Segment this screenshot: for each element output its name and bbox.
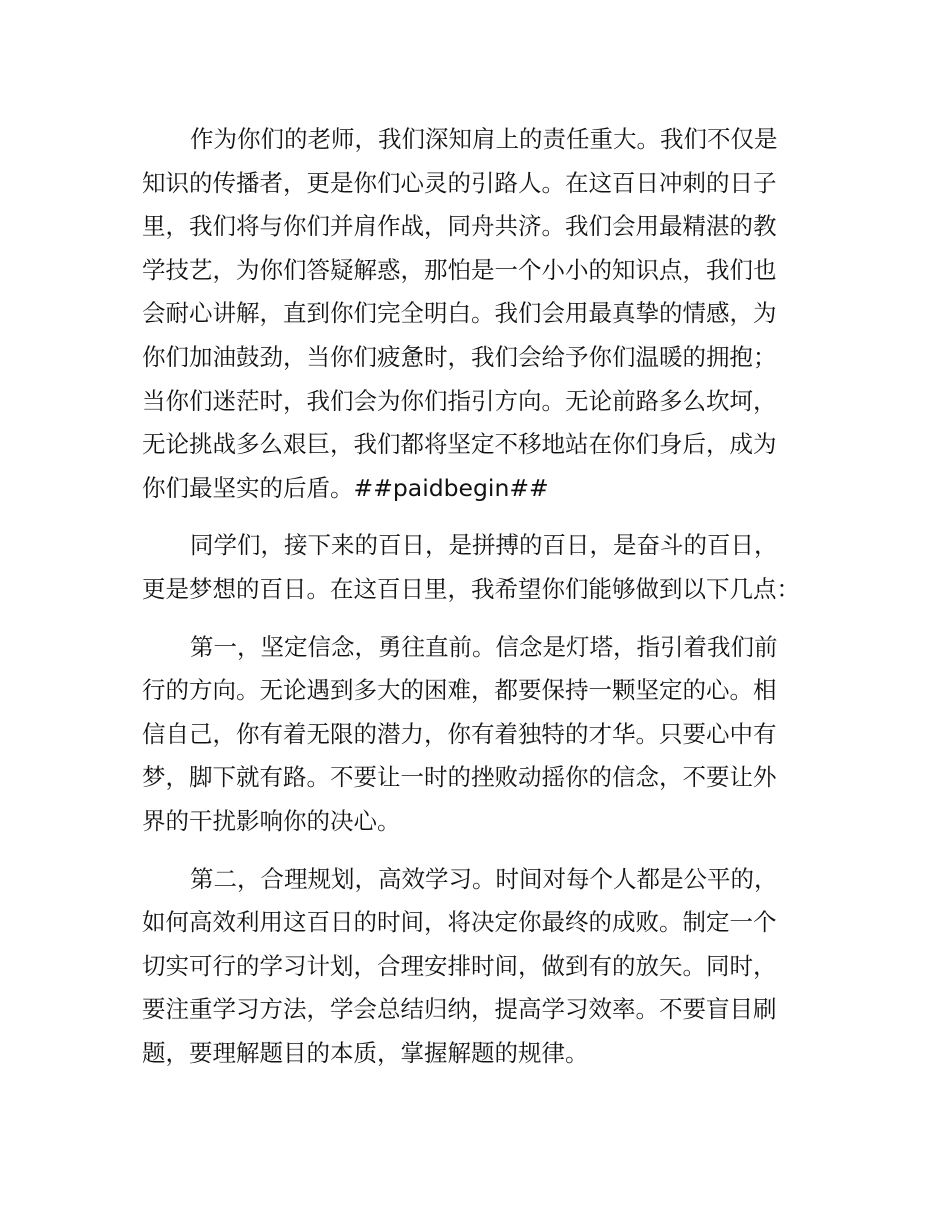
text-line: 如何高效利用这百日的时间，将决定你最终的成败。制定一个: [142, 908, 777, 937]
paragraph-hundred-days: [142, 524, 834, 611]
text-line: 第二，合理规划，高效学习。时间对每个人都是公平的，: [190, 864, 778, 893]
text-line: 你们最坚实的后盾。##paidbegin##: [142, 473, 549, 502]
text-line: 学技艺，为你们答疑解惑，那怕是一个小小的知识点，我们也: [142, 255, 777, 284]
text-line: 切实可行的学习计划，合理安排时间，做到有的放矢。同时，: [142, 951, 777, 980]
text-line: 会耐心讲解，直到你们完全明白。我们会用最真挚的情感，为: [142, 299, 777, 328]
text-line: 更是梦想的百日。在这百日里，我希望你们能够做到以下几点：: [142, 574, 800, 603]
text-line: 你们加油鼓劲，当你们疲惫时，我们会给予你们温暖的拥抱；: [142, 342, 777, 371]
text-line: 界的干扰影响你的决心。: [142, 806, 401, 835]
text-line: 无论挑战多么艰巨，我们都将坚定不移地站在你们身后，成为: [142, 430, 777, 459]
text-line: 知识的传播者，更是你们心灵的引路人。在这百日冲刺的日子: [142, 168, 777, 197]
paragraph-point-one: [142, 626, 834, 844]
text-line: 同学们，接下来的百日，是拼搏的百日，是奋斗的百日，: [190, 531, 778, 560]
text-line: 第一，坚定信念，勇往直前。信念是灯塔，指引着我们前: [190, 632, 778, 661]
paragraph-point-two: [142, 858, 834, 1076]
text-line: 信自己，你有着无限的潜力，你有着独特的才华。只要心中有: [142, 719, 777, 748]
text-line: 梦，脚下就有路。不要让一时的挫败动摇你的信念，不要让外: [142, 763, 777, 792]
text-line: 要注重学习方法，学会总结归纳，提高学习效率。不要盲目刷: [142, 995, 777, 1024]
text-line: 作为你们的老师，我们深知肩上的责任重大。我们不仅是: [190, 125, 778, 153]
document-body: [142, 118, 834, 1089]
text-line: 行的方向。无论遇到多大的困难，都要保持一颗坚定的心。相: [142, 676, 777, 705]
text-line: 当你们迷茫时，我们会为你们指引方向。无论前路多么坎坷，: [142, 386, 777, 415]
paragraph-teachers-role: [142, 118, 834, 510]
text-line: 里，我们将与你们并肩作战，同舟共济。我们会用最精湛的教: [142, 212, 777, 241]
text-line: 题，要理解题目的本质，掌握解题的规律。: [142, 1038, 589, 1067]
